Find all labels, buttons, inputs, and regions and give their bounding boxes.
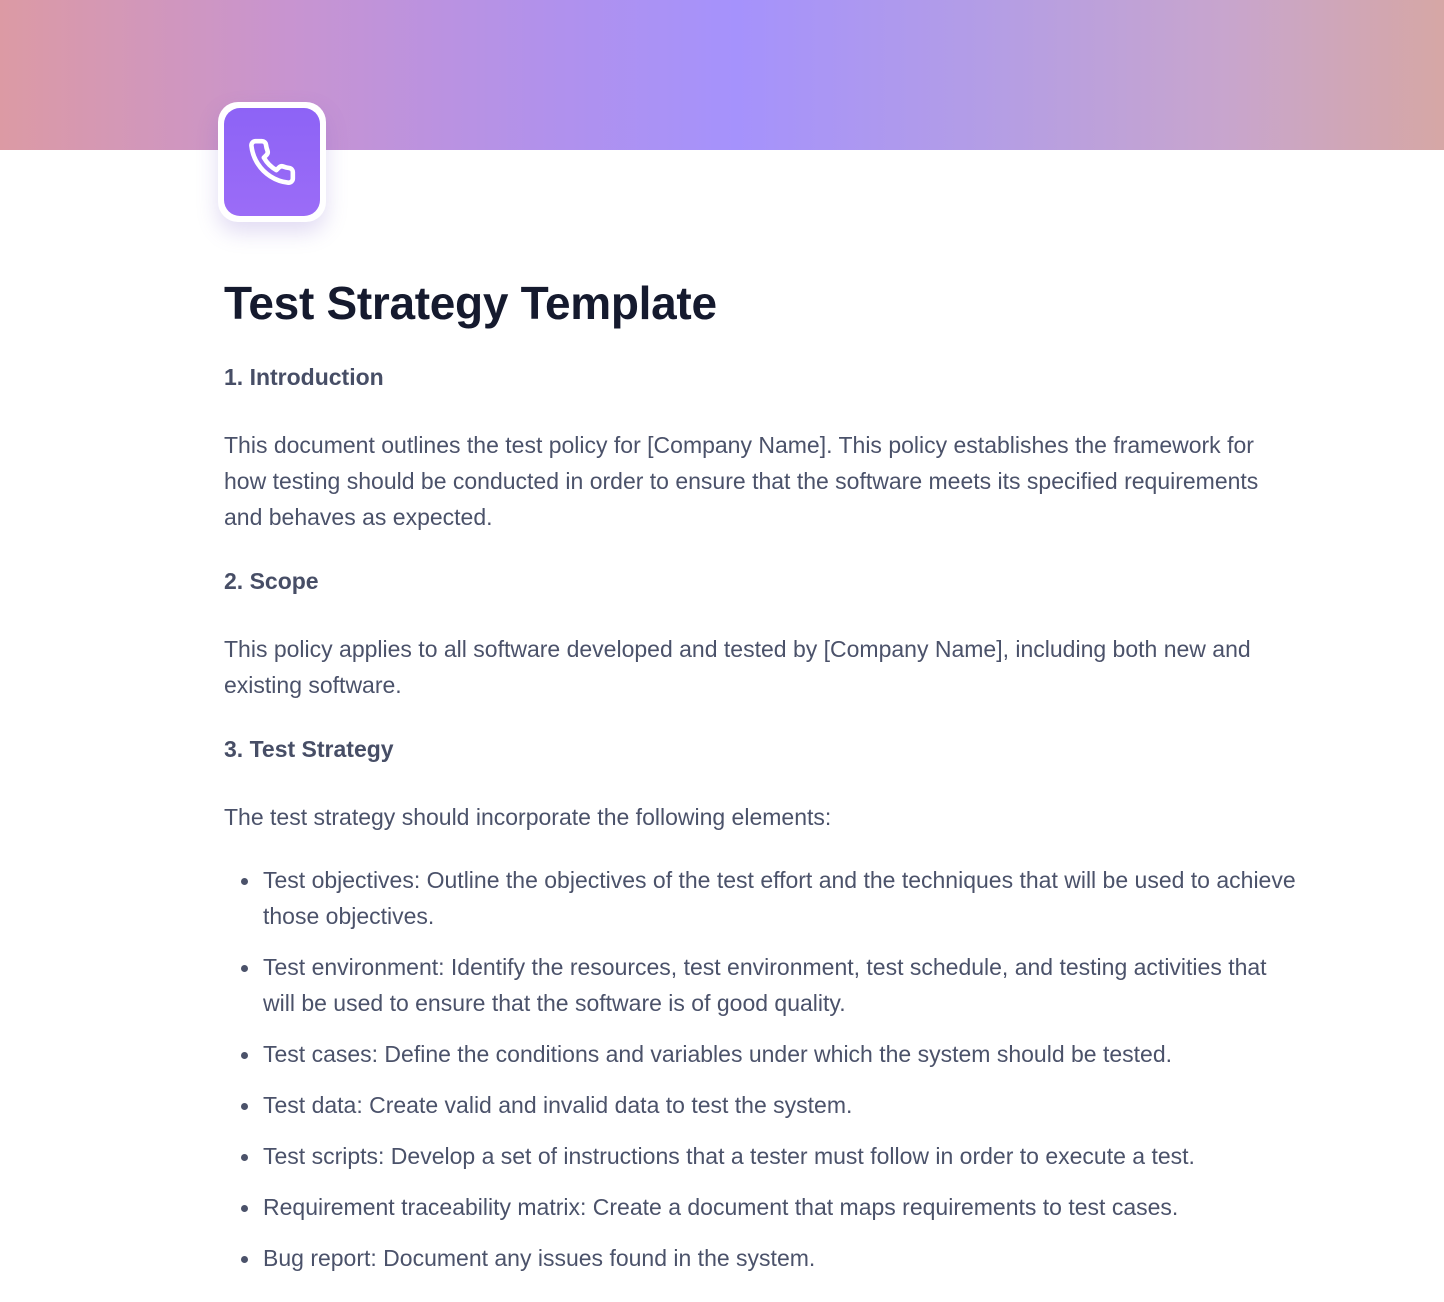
list-item: Test cases: Define the conditions and variables under which the system should be tested. [224,1036,1304,1072]
page-title: Test Strategy Template [224,277,717,329]
list-item: Test data: Create valid and invalid data to test the system. [224,1087,1304,1123]
test-strategy-elements-list [224,862,1304,1291]
section-heading-scope: 2. Scope [224,568,319,594]
section-paragraph-scope: This policy applies to all software developed and tested by [Company Name], including both new and existing software. [224,636,1251,698]
section-paragraph-introduction: This document outlines the test policy for [Company Name]. This policy establishes the framework for how testing should be conducted in order to ensure that the software meets its specified requirements and behaves as expected. [224,432,1259,530]
list-item: Test environment: Identify the resources, test environment, test schedule, and testing activities that will be used to ensure that the software is of good quality. [224,949,1304,1021]
list-item: Bug report: Document any issues found in the system. [224,1240,1304,1276]
header-banner [0,0,1444,150]
list-item: Test scripts: Develop a set of instructions that a tester must follow in order to execute a test. [224,1138,1304,1174]
section-heading-introduction: 1. Introduction [224,364,384,390]
document-icon-tile [224,108,320,216]
document-icon-frame [218,102,326,222]
section-paragraph-test-strategy: The test strategy should incorporate the following elements: [224,804,832,830]
list-item: Requirement traceability matrix: Create a document that maps requirements to test cases. [224,1189,1304,1225]
list-item: Test objectives: Outline the objectives of the test effort and the techniques that will be used to achieve those objectives. [224,862,1304,934]
phone-icon [247,137,297,187]
section-heading-test-strategy: 3. Test Strategy [224,736,394,762]
